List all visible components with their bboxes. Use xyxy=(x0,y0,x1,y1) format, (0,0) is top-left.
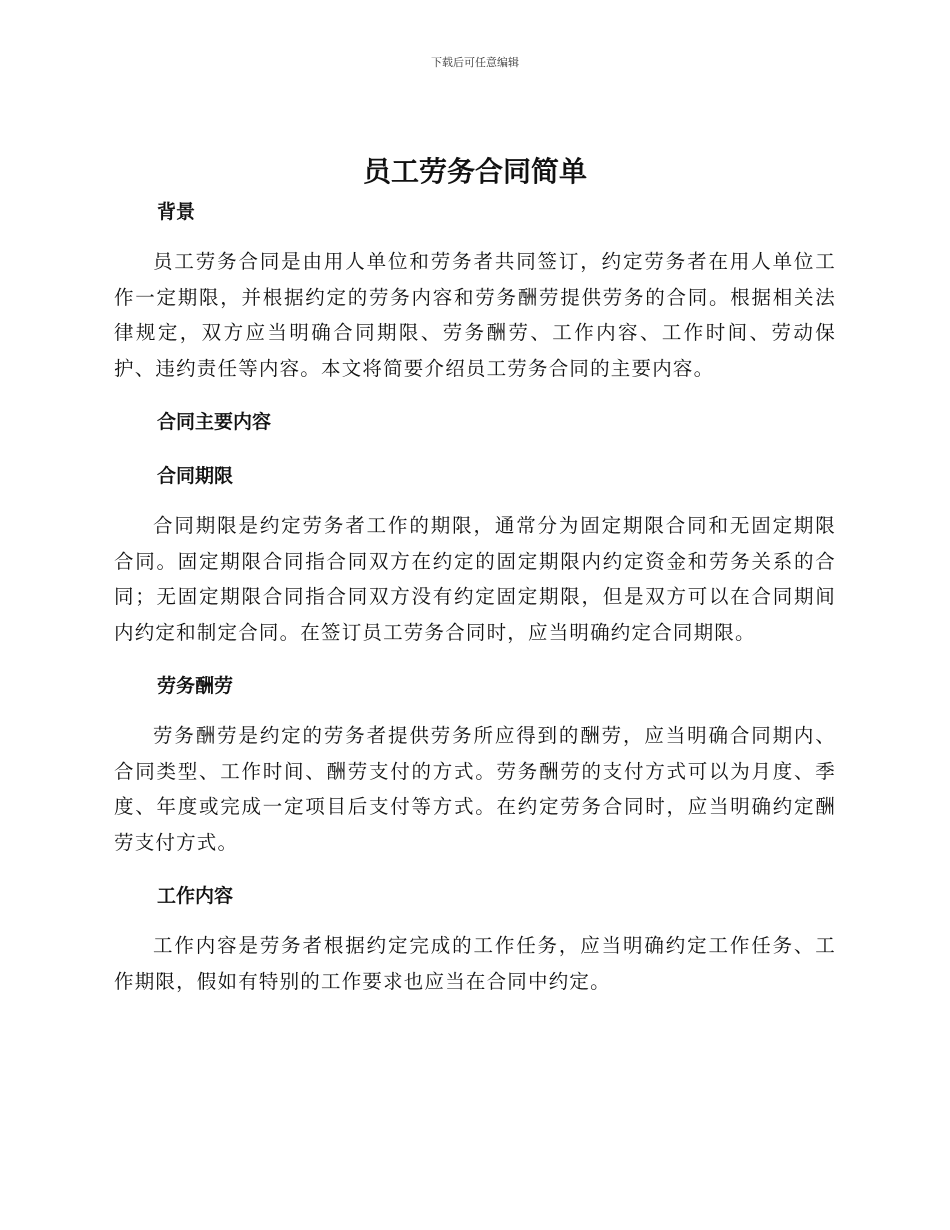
section-heading-work-content: 工作内容 xyxy=(157,885,234,907)
paragraph-background: 员工劳务合同是由用人单位和劳务者共同签订，约定劳务者在用人单位工作一定期限，并根据约定的劳务内容和劳务酬劳提供劳务的合同。根据相关法律规定，双方应当明确合同期限、劳务酬劳、工作内容、工作时间、劳动保护、违约责任等内容。本文将简要介绍员工劳务合同的主要内容。 xyxy=(114,250,836,380)
section-heading-remuneration: 劳务酬劳 xyxy=(157,675,234,697)
document-title: 员工劳务合同简单 xyxy=(362,155,587,188)
document-body xyxy=(114,194,836,999)
page-header-note: 下载后可任意编辑 xyxy=(431,56,519,69)
paragraph-remuneration: 劳务酬劳是约定的劳务者提供劳务所应得到的酬劳，应当明确合同期内、合同类型、工作时间、酬劳支付的方式。劳务酬劳的支付方式可以为月度、季度、年度或完成一定项目后支付等方式。在约定劳务合同时，应当明确约定酬劳支付方式。 xyxy=(114,724,836,854)
section-heading-background: 背景 xyxy=(157,201,196,223)
paragraph-contract-term: 合同期限是约定劳务者工作的期限，通常分为固定期限合同和无固定期限合同。固定期限合同指合同双方在约定的固定期限内约定资金和劳务关系的合同；无固定期限合同指合同双方没有约定固定期限，但是双方可以在合同期间内约定和制定合同。在签订员工劳务合同时，应当明确约定合同期限。 xyxy=(114,514,836,644)
section-heading-main-content: 合同主要内容 xyxy=(157,411,272,433)
section-heading-contract-term: 合同期限 xyxy=(157,465,234,487)
paragraph-work-content: 工作内容是劳务者根据约定完成的工作任务，应当明确约定工作任务、工作期限，假如有特别的工作要求也应当在合同中约定。 xyxy=(114,934,836,993)
